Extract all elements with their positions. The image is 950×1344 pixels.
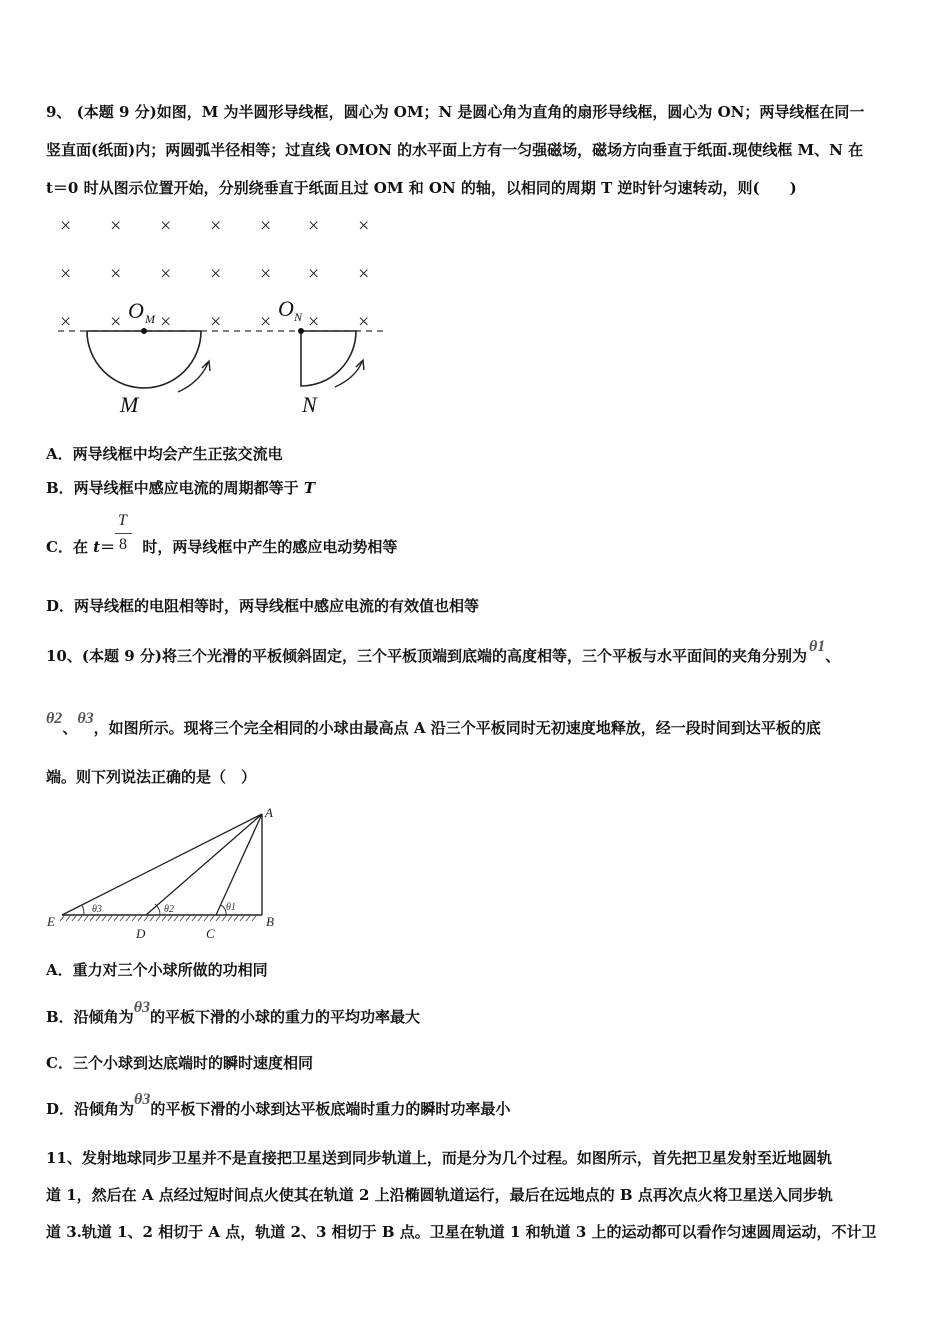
theta1-symbol: θ1 — [808, 638, 826, 655]
label-theta3: θ3 — [92, 904, 102, 915]
fraction-denominator: 8 — [119, 536, 127, 553]
center-om — [141, 328, 147, 334]
separator: 、 — [825, 647, 841, 665]
option-b-text: B．沿倾角为 — [46, 1008, 134, 1026]
q10-line-1 — [46, 638, 841, 667]
q9-figure — [50, 210, 390, 420]
q11-line-1: 11、发射地球同步卫星并不是直接把卫星送到同步轨道上，而是分为几个过程。如图所示，首先把卫星发射至近地圆轨 — [46, 1149, 832, 1167]
cross: × — [210, 263, 222, 285]
label-om: O — [128, 298, 144, 323]
ground-hatch — [60, 916, 256, 921]
cross: × — [358, 263, 370, 285]
q10-option-c: C．三个小球到达底端时的瞬时速度相同 — [46, 1054, 313, 1072]
plane-ea — [62, 814, 262, 915]
label-on-sub: N — [294, 310, 303, 324]
cross: × — [308, 215, 320, 237]
option-b-post: 的平板下滑的小球的重力的平均功率最大 — [150, 1008, 421, 1026]
q9-option-c — [46, 537, 397, 557]
q9-option-a: A．两导线框中均会产生正弦交流电 — [46, 445, 283, 463]
cross: × — [160, 311, 172, 333]
cross: × — [60, 311, 72, 333]
cross: × — [60, 215, 72, 237]
cross: × — [358, 215, 370, 237]
cross: × — [60, 263, 72, 285]
label-om-sub: M — [145, 312, 155, 326]
theta2-symbol: θ2 — [46, 710, 63, 727]
q10-option-d — [46, 1091, 511, 1120]
q11-line-2: 道 1，然后在 A 点经过短时间点火使其在轨道 2 上沿椭圆轨道运行，最后在远地点的 B 点再次点火将卫星送入同步轨 — [46, 1186, 833, 1204]
q9-line-2: 竖直面(纸面)内；两圆弧半径相等；过直线 OMON 的水平面上方有一匀强磁场，磁场方向垂直于纸面.现使线框 M、N 在 — [46, 141, 864, 159]
option-c-text: C．在 — [46, 538, 94, 556]
cross: × — [110, 215, 122, 237]
option-b-text: B．两导线框中感应电流的周期都等于 — [46, 479, 304, 497]
center-on — [298, 328, 304, 334]
cross: × — [260, 215, 272, 237]
theta3-symbol: θ3 — [133, 999, 150, 1016]
label-n: N — [302, 392, 317, 417]
q10-line-2 — [46, 710, 821, 739]
q10-option-b — [46, 999, 421, 1028]
q11-line-3: 道 3.轨道 1、2 相切于 A 点，轨道 2、3 相切于 B 点。卫星在轨道 1 和轨道 3 上的运动都可以看作匀速圆周运动，不计卫 — [46, 1223, 877, 1241]
fraction-numerator: T — [118, 512, 127, 529]
q9-line-1: 9、 (本题 9 分)如图，M 为半圆形导线框，圆心为 OM；N 是圆心角为直角的扇形导线框，圆心为 ON；两导线框在同一 — [46, 103, 865, 121]
separator: 、 — [62, 719, 78, 737]
angle-arc-3 — [82, 905, 84, 915]
label-theta2: θ2 — [164, 904, 174, 915]
label-a: A — [265, 805, 273, 820]
plane-ca — [216, 814, 262, 915]
cross: × — [160, 215, 172, 237]
label-on: O — [278, 296, 294, 321]
theta3-symbol: θ3 — [134, 1091, 151, 1108]
cross: × — [260, 263, 272, 285]
q10-text-2: ，如图所示。现将三个完全相同的小球由最高点 A 沿三个平板同时无初速度地释放，经一段时间到达平板的底 — [93, 719, 821, 737]
cross: × — [308, 263, 320, 285]
q9-line-3: t＝0 时从图示位置开始，分别绕垂直于纸面且过 OM 和 ON 的轴，以相同的周期 T 逆时针匀速转动，则( ) — [46, 179, 797, 197]
cross: × — [110, 311, 122, 333]
label-theta1: θ1 — [226, 902, 236, 913]
cross: × — [110, 263, 122, 285]
label-d: D — [136, 926, 146, 941]
q9-option-b — [46, 478, 315, 498]
label-m: M — [120, 392, 139, 417]
magnetic-field-crosses — [60, 215, 369, 333]
label-e: E — [47, 914, 55, 929]
cross: × — [308, 311, 320, 333]
label-c: C — [206, 926, 215, 941]
option-c-var: t — [93, 538, 101, 556]
option-b-var: T — [303, 479, 316, 497]
option-c-eq: ＝ — [100, 538, 116, 556]
cross: × — [160, 263, 172, 285]
theta3-symbol: θ3 — [77, 710, 94, 727]
cross: × — [260, 311, 272, 333]
semicircle-frame-m — [87, 331, 201, 388]
cross: × — [358, 311, 370, 333]
q9-option-d: D．两导线框的电阻相等时，两导线框中感应电流的有效值也相等 — [46, 597, 480, 615]
q10-text-1: 10、(本题 9 分)将三个光滑的平板倾斜固定，三个平板顶端到底端的高度相等，三个平板与水平面间的夹角分别为 — [46, 647, 807, 665]
option-d-text: D．沿倾角为 — [46, 1100, 135, 1118]
q10-option-a: A．重力对三个小球所做的功相同 — [46, 961, 268, 979]
sector-frame-n — [301, 331, 356, 386]
q10-figure — [44, 800, 284, 946]
option-d-post: 的平板下滑的小球到达平板底端时重力的瞬时功率最小 — [150, 1100, 511, 1118]
q10-line-3: 端。则下列说法正确的是（ ） — [46, 768, 257, 786]
fraction-bar — [115, 533, 132, 534]
option-c-post: 时，两导线框中产生的感应电动势相等 — [137, 538, 398, 556]
label-b: B — [266, 914, 274, 929]
cross: × — [210, 215, 222, 237]
cross: × — [210, 311, 222, 333]
